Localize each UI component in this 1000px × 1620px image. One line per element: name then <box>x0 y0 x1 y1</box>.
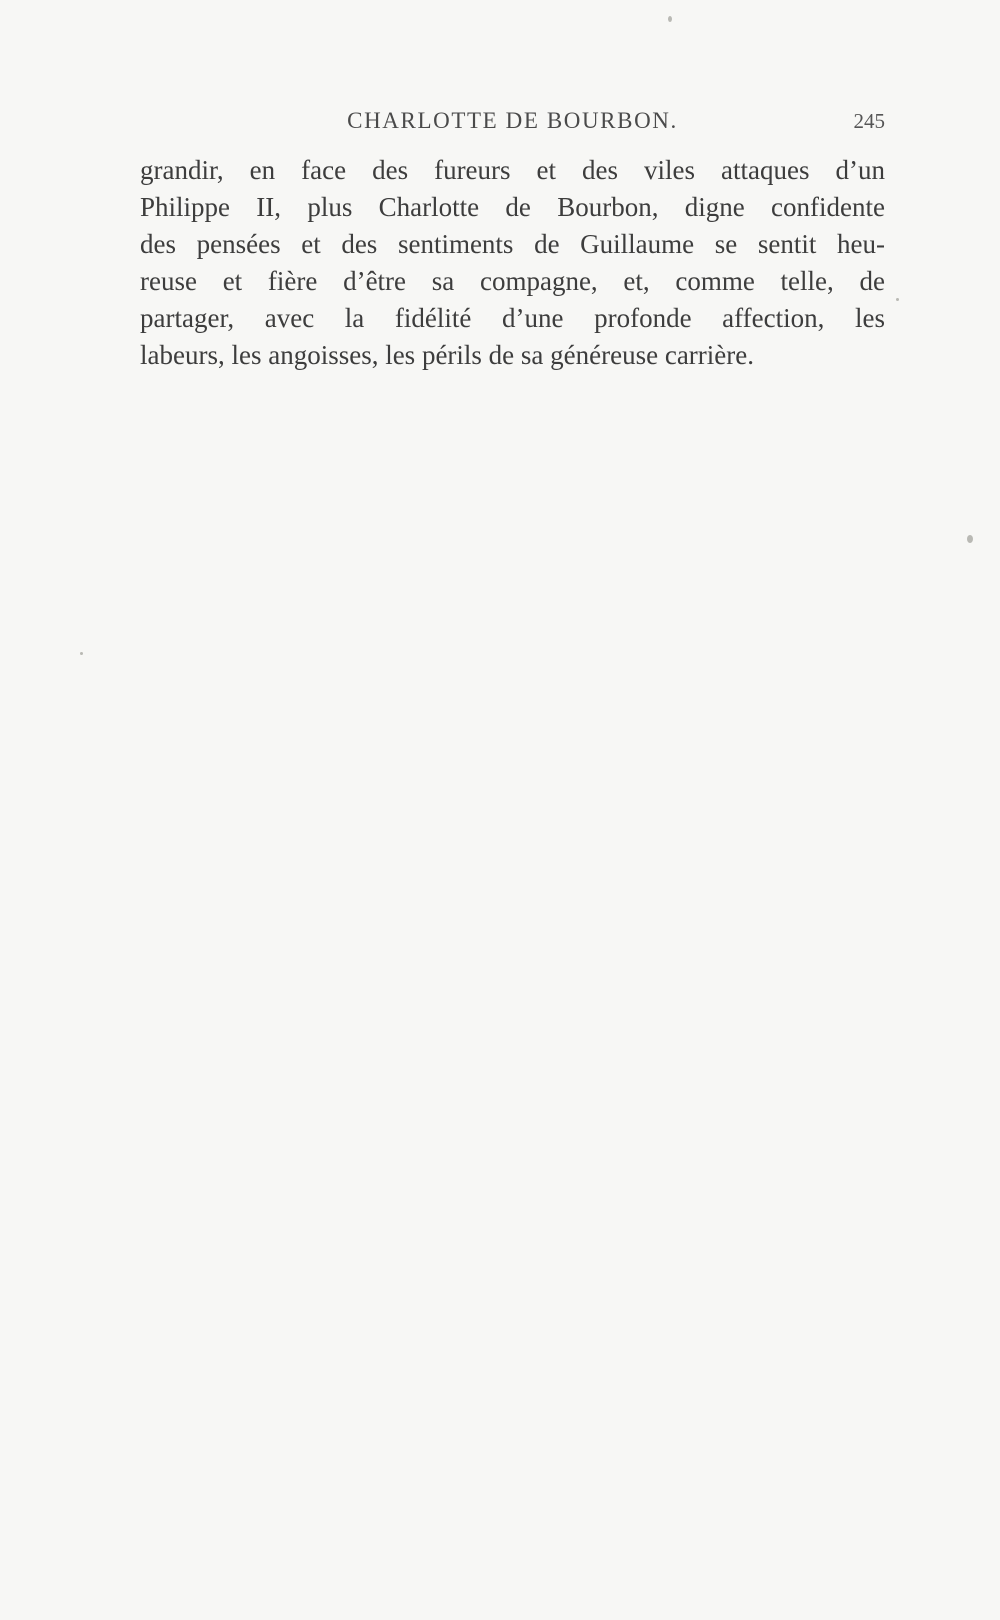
running-head <box>140 108 885 142</box>
text-line-5: partager, avec la fidélité d’une profonde affection, les <box>140 303 885 333</box>
text-line-4: reuse et fière d’être sa compagne, et, comme telle, de <box>140 266 885 296</box>
paper-speck <box>668 16 672 22</box>
text-line-6: labeurs, les angoisses, les périls de sa généreuse carrière. <box>140 340 754 370</box>
paper-speck <box>896 298 899 301</box>
text-line-3: des pensées et des sentiments de Guillaume se sentit heu- <box>140 229 885 259</box>
body-paragraph <box>140 152 885 374</box>
page-number: 245 <box>853 109 885 133</box>
paper-speck <box>967 535 973 543</box>
running-title: CHARLOTTE DE BOURBON. <box>347 108 678 133</box>
paper-speck <box>80 652 83 655</box>
text-line-2: Philippe II, plus Charlotte de Bourbon, digne confidente <box>140 192 885 222</box>
text-line-1: grandir, en face des fureurs et des viles attaques d’un <box>140 155 885 185</box>
